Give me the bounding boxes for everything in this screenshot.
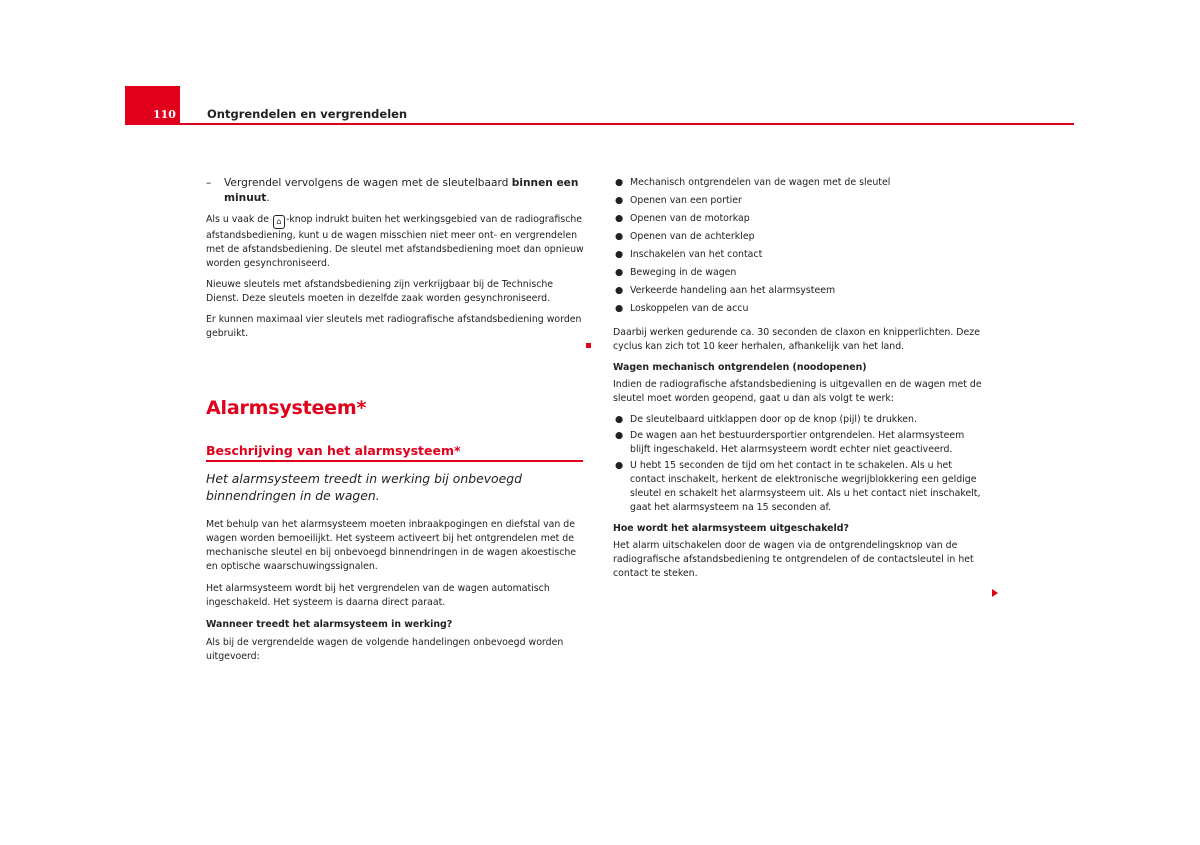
list-item: ● Inschakelen van het contact: [615, 249, 763, 260]
list-item: ● Mechanisch ontgrendelen van de wagen met de sleutel: [615, 177, 891, 188]
list-item: ● Verkeerde handeling aan het alarmsysteem: [615, 285, 836, 296]
list-item: ● Openen van een portier: [615, 195, 742, 206]
trigger-list: [613, 176, 985, 320]
list-item: ● Loskoppelen van de accu: [615, 303, 749, 314]
section-heading: Alarmsysteem*: [206, 397, 367, 419]
header-rule: [125, 123, 1074, 125]
lead-text: Het alarmsysteem treedt in werking bij onbevoegd binnendringen in de wagen.: [206, 471, 522, 503]
list-item: ● Beweging in de wagen: [615, 267, 737, 278]
step-item: ● U hebt 15 seconden de tijd om het contact in te schakelen. Als u het contact inschakelt, herkent de elektronische wegrijblokkering een geldige sleutel en schakelt het alarmsysteem uit. Als u het contact niet inschakelt, gaat het alarmsysteem na 15 seconden af.: [615, 460, 981, 513]
continue-arrow-icon: [992, 589, 998, 597]
paragraph-sync: Als u vaak de ⌂ -knop indrukt buiten het werkingsgebied van de radiografische afstandsbediening, kunt u de wagen misschien niet meer ont- en vergrendelen met de afstandsbediening. De sleutel met afstandsbediening moet dan opnieuw worden gesynchroniseerd.: [206, 214, 584, 269]
step-item: ● De sleutelbaard uitklappen door op de knop (pijl) te drukken.: [615, 414, 917, 425]
paragraph-disable: Het alarm uitschakelen door de wagen via de ontgrendelingsknop van de radiografische afstandsbediening te ontgrendelen of de contactsleutel in het contact te steken.: [613, 540, 974, 579]
subheading-disable: Hoe wordt het alarmsysteem uitgeschakeld?: [613, 523, 849, 534]
list-item: ● Openen van de motorkap: [615, 213, 750, 224]
step-item: ● De wagen aan het bestuurdersportier ontgrendelen. Het alarmsysteem blijft ingeschakeld. Het alarmsysteem wordt echter niet geactiveerd.: [615, 430, 965, 455]
paragraph-max-keys: Er kunnen maximaal vier sleutels met radiografische afstandsbediening worden gebruikt.: [206, 314, 582, 339]
list-item: ● Openen van de achterklep: [615, 231, 755, 242]
subsection-heading: Beschrijving van het alarmsysteem*: [206, 443, 461, 458]
paragraph-purpose: Met behulp van het alarmsysteem moeten inbraakpogingen en diefstal van de wagen worden bemoeilijkt. Het systeem activeert bij het ontgrendelen met de mechanische sleutel en bij onbevoegd binnendringen in de wagen akoestische en optische waarschuwingssignalen.: [206, 519, 577, 572]
subheading-emergency: Wagen mechanisch ontgrendelen (noodopenen): [613, 362, 867, 373]
lock-key-icon: ⌂: [273, 215, 285, 229]
paragraph-conditions: Als bij de vergrendelde wagen de volgende handelingen onbevoegd worden uitgevoerd:: [206, 637, 564, 662]
dash-marker: –: [206, 177, 212, 189]
page-number: 110: [125, 86, 180, 124]
paragraph-new-keys: Nieuwe sleutels met afstandsbediening zijn verkrijgbaar bij de Technische Dienst. Deze sleutels moeten in dezelfde zaak worden gesynchroniseerd.: [206, 279, 554, 304]
paragraph-activation: Het alarmsysteem wordt bij het vergrendelen van de wagen automatisch ingeschakeld. Het systeem is daarna direct paraat.: [206, 583, 550, 608]
left-column-bottom: [206, 470, 584, 664]
section-end-marker: [586, 343, 591, 348]
paragraph-signals: Daarbij werken gedurende ca. 30 seconden de claxon en knipperlichten. Deze cyclus kan zich tot 10 keer herhalen, afhankelijk van het land.: [613, 327, 980, 352]
paragraph-emergency: Indien de radiografische afstandsbediening is uitgevallen en de wagen met de sleutel moet worden geopend, gaat u dan als volgt te werk:: [613, 379, 982, 404]
right-column: [613, 176, 985, 581]
subheading-when: Wanneer treedt het alarmsysteem in werking?: [206, 619, 453, 630]
subsection-rule: [206, 460, 583, 462]
instruction-step: – Vergrendel vervolgens de wagen met de sleutelbaard binnen een minuut.: [206, 177, 579, 204]
chapter-title: Ontgrendelen en vergrendelen: [207, 107, 408, 121]
left-column-top: [206, 176, 584, 341]
